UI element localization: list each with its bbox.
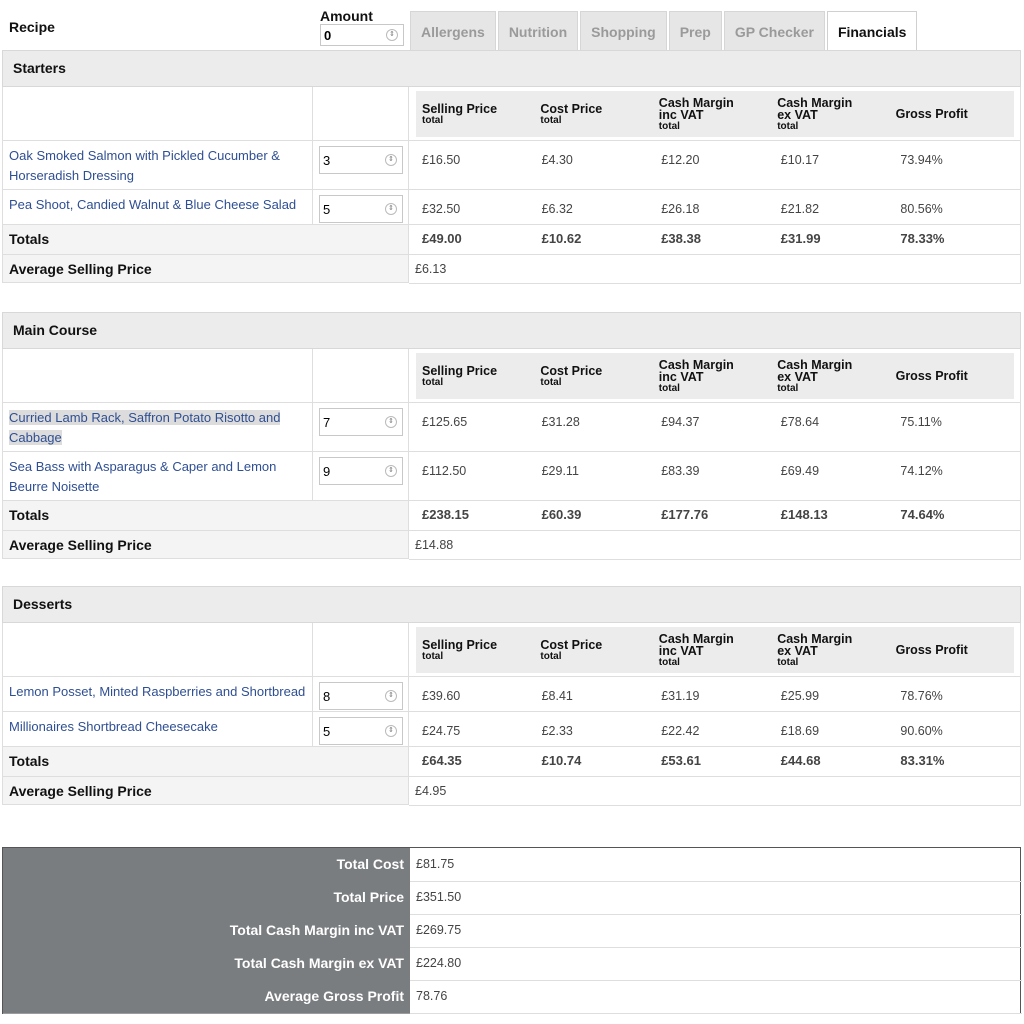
recipe-financials (409, 141, 1021, 190)
section-grid (2, 349, 1021, 560)
summary-row-total-cost (3, 848, 1020, 881)
header-blank-qty (313, 87, 409, 141)
column-header-sublabel: total (777, 382, 799, 394)
column-header-sublabel: total (422, 650, 444, 662)
column-header-label: Cost Price (540, 637, 603, 652)
column-header-cost-price (540, 365, 658, 388)
amount-input[interactable] (320, 24, 404, 46)
section-grid (2, 87, 1021, 284)
recipe-name[interactable]: Pea Shoot, Candied Walnut & Blue Cheese Salad (9, 197, 297, 212)
value-selling-price: £32.50 (422, 202, 461, 216)
section-grid (2, 623, 1021, 806)
column-header-label: Gross Profit (895, 643, 968, 657)
header-blank-recipe (2, 349, 313, 403)
column-header-cash-margin-inc-vat (659, 97, 777, 132)
column-header-label: Cost Price (540, 101, 603, 116)
summary-label: Total Cost (3, 848, 410, 882)
value-cost-price: £2.33 (541, 724, 573, 738)
recipe-link[interactable] (2, 677, 313, 712)
column-header-strip (416, 627, 1014, 673)
recipe-link[interactable] (2, 403, 313, 452)
column-header-sublabel: total (658, 656, 680, 668)
recipe-link[interactable] (2, 712, 313, 747)
recipe-name[interactable]: Oak Smoked Salmon with Pickled Cucumber & Horseradish Dressing (9, 148, 280, 183)
quantity-value[interactable]: 8 (323, 688, 331, 704)
summary-value: £269.75 (410, 914, 1022, 948)
summary-label: Average Gross Profit (3, 980, 410, 1014)
tab-gp-checker[interactable]: GP Checker (724, 11, 825, 51)
recipe-name[interactable]: Sea Bass with Asparagus & Caper and Lemon Beurre Noisette (9, 459, 277, 494)
recipe-financials (409, 712, 1021, 747)
summary-row-total-price (3, 881, 1020, 914)
column-header-label: Cash Margin ex VAT (777, 357, 853, 384)
summary-value: £81.75 (410, 848, 1022, 882)
value-selling-price: £24.75 (422, 724, 461, 738)
spinner-icon[interactable]: ⇕ (385, 465, 397, 477)
section-desserts (2, 586, 1021, 806)
total-cash-margin-inc-vat: £53.61 (661, 753, 701, 768)
quantity-value[interactable]: 9 (323, 463, 331, 479)
total-cash-margin-ex-vat: £31.99 (780, 231, 821, 246)
value-gross-profit: 78.76% (900, 689, 943, 703)
section-title: Desserts (2, 586, 1021, 623)
column-header-gross-profit (896, 644, 1014, 656)
quantity-cell (313, 190, 409, 225)
totals-values (409, 225, 1021, 255)
column-header-label: Gross Profit (895, 107, 968, 121)
header-blank-recipe (2, 87, 313, 141)
average-selling-price-value: £6.13 (409, 255, 1021, 284)
total-selling-price: £64.35 (422, 753, 462, 768)
recipe-name[interactable]: Lemon Posset, Minted Raspberries and Shortbread (9, 684, 306, 699)
summary-value: 78.76 (410, 980, 1022, 1014)
summary-label: Total Price (3, 881, 410, 915)
column-header-gross-profit (896, 370, 1014, 382)
section-title: Starters (2, 50, 1021, 87)
total-cost-price: £10.74 (541, 753, 582, 768)
quantity-input[interactable] (319, 195, 403, 223)
column-header-sublabel: total (540, 650, 562, 662)
value-cash-margin-ex-vat: £10.17 (780, 153, 820, 167)
column-header-label: Cash Margin ex VAT (777, 95, 853, 122)
value-cost-price: £29.11 (541, 464, 579, 478)
total-selling-price: £49.00 (422, 231, 462, 246)
value-gross-profit: 80.56% (900, 202, 943, 216)
value-selling-price: £39.60 (422, 689, 461, 703)
spinner-icon[interactable]: ⇕ (385, 416, 397, 428)
value-gross-profit: 75.11% (900, 415, 942, 429)
total-cash-margin-ex-vat: £148.13 (780, 507, 828, 522)
recipe-financials (409, 677, 1021, 712)
recipe-link[interactable] (2, 141, 313, 190)
column-header-cash-margin-inc-vat (659, 359, 777, 394)
quantity-cell (313, 452, 409, 501)
column-header-gross-profit (896, 108, 1014, 120)
quantity-cell (313, 677, 409, 712)
section-title: Main Course (2, 312, 1021, 349)
average-selling-price-label: Average Selling Price (2, 531, 409, 559)
column-header-sublabel: total (777, 656, 799, 668)
total-gross-profit: 83.31% (900, 753, 945, 768)
summary-row-margin-inc-vat (3, 914, 1020, 947)
column-header-label: Cash Margin inc VAT (658, 631, 734, 658)
value-cash-margin-ex-vat: £69.49 (780, 464, 820, 478)
recipe-name[interactable]: Curried Lamb Rack, Saffron Potato Risotto and Cabbage (9, 410, 281, 445)
spinner-icon[interactable]: ⇕ (385, 690, 397, 702)
average-selling-price-value: £4.95 (409, 777, 1021, 806)
total-cash-margin-ex-vat: £44.68 (780, 753, 821, 768)
column-header-sublabel: total (658, 382, 680, 394)
tab-nutrition[interactable]: Nutrition (498, 11, 578, 51)
summary-label: Total Cash Margin inc VAT (3, 914, 410, 948)
value-gross-profit: 90.60% (900, 724, 943, 738)
summary-value: £224.80 (410, 947, 1022, 981)
quantity-value[interactable]: 7 (323, 414, 331, 430)
quantity-input[interactable] (319, 682, 403, 710)
financial-summary (2, 847, 1021, 1014)
total-cash-margin-inc-vat: £177.76 (661, 507, 709, 522)
column-header-cost-price (540, 103, 658, 126)
value-gross-profit: 73.94% (900, 153, 943, 167)
value-selling-price: £112.50 (422, 464, 467, 478)
totals-values (409, 501, 1021, 531)
value-selling-price: £125.65 (422, 415, 468, 429)
section-main-course (2, 312, 1021, 560)
column-header-selling-price (422, 639, 540, 662)
quantity-input[interactable] (319, 457, 403, 485)
header-blank-qty (313, 349, 409, 403)
column-header-cost-price (540, 639, 658, 662)
quantity-input[interactable] (319, 408, 403, 436)
column-header-label: Cash Margin ex VAT (777, 631, 853, 658)
quantity-value[interactable]: 5 (323, 723, 331, 739)
value-cash-margin-ex-vat: £18.69 (780, 724, 820, 738)
quantity-cell (313, 712, 409, 747)
header-blank-recipe (2, 623, 313, 677)
value-gross-profit: 74.12% (900, 464, 943, 478)
tab-prep[interactable]: Prep (669, 11, 722, 51)
column-header-selling-price (422, 103, 540, 126)
summary-label: Total Cash Margin ex VAT (3, 947, 410, 981)
tab-financials[interactable]: Financials (827, 11, 917, 51)
tab-shopping[interactable]: Shopping (580, 11, 667, 51)
recipe-financials (409, 452, 1021, 501)
recipe-link[interactable] (2, 452, 313, 501)
amount-value[interactable]: 0 (324, 27, 332, 43)
column-header-cash-margin-ex-vat (777, 633, 895, 668)
column-header-sublabel: total (540, 114, 562, 126)
column-header-label: Cost Price (540, 363, 603, 378)
value-cash-margin-ex-vat: £21.82 (780, 202, 820, 216)
quantity-value[interactable]: 5 (323, 201, 331, 217)
total-gross-profit: 78.33% (900, 231, 945, 246)
quantity-cell (313, 403, 409, 452)
value-cash-margin-inc-vat: £31.19 (661, 689, 700, 703)
value-cost-price: £6.32 (541, 202, 573, 216)
column-header-label: Gross Profit (895, 369, 968, 383)
value-selling-price: £16.50 (422, 153, 461, 167)
value-cash-margin-inc-vat: £22.42 (661, 724, 700, 738)
summary-row-avg-gross-profit (3, 980, 1020, 1013)
total-cost-price: £60.39 (541, 507, 582, 522)
value-cash-margin-inc-vat: £94.37 (661, 415, 700, 429)
total-cost-price: £10.62 (541, 231, 582, 246)
quantity-cell (313, 141, 409, 190)
summary-value: £351.50 (410, 881, 1022, 915)
average-selling-price-label: Average Selling Price (2, 777, 409, 805)
recipe-column-header: Recipe (9, 19, 55, 35)
header-blank-qty (313, 623, 409, 677)
value-cash-margin-inc-vat: £26.18 (661, 202, 700, 216)
spinner-icon[interactable]: ⇕ (386, 29, 398, 41)
value-cash-margin-inc-vat: £12.20 (661, 153, 700, 167)
value-cash-margin-ex-vat: £78.64 (780, 415, 820, 429)
spinner-icon[interactable]: ⇕ (385, 203, 397, 215)
quantity-value[interactable]: 3 (323, 152, 331, 168)
tab-allergens[interactable]: Allergens (410, 11, 496, 51)
column-header-strip (416, 91, 1014, 137)
amount-label: Amount (320, 8, 373, 24)
column-header-cash-margin-ex-vat (777, 359, 895, 394)
value-cost-price: £4.30 (541, 153, 573, 167)
column-header-label: Selling Price (422, 637, 498, 652)
column-header-label: Selling Price (422, 101, 498, 116)
value-cash-margin-ex-vat: £25.99 (780, 689, 820, 703)
totals-label: Totals (2, 747, 409, 777)
quantity-input[interactable] (319, 717, 403, 745)
total-cash-margin-inc-vat: £38.38 (661, 231, 701, 246)
average-selling-price-value: £14.88 (409, 531, 1021, 560)
average-selling-price-label: Average Selling Price (2, 255, 409, 283)
column-headers (409, 623, 1021, 677)
column-header-label: Selling Price (422, 363, 498, 378)
column-header-label: Cash Margin inc VAT (658, 357, 734, 384)
column-header-sublabel: total (658, 120, 680, 132)
column-header-selling-price (422, 365, 540, 388)
totals-values (409, 747, 1021, 777)
column-header-sublabel: total (540, 376, 562, 388)
column-header-cash-margin-inc-vat (659, 633, 777, 668)
value-cost-price: £31.28 (541, 415, 580, 429)
column-headers (409, 87, 1021, 141)
column-headers (409, 349, 1021, 403)
total-selling-price: £238.15 (422, 507, 469, 522)
total-gross-profit: 74.64% (900, 507, 945, 522)
totals-label: Totals (2, 225, 409, 255)
column-header-sublabel: total (777, 120, 799, 132)
totals-label: Totals (2, 501, 409, 531)
column-header-sublabel: total (422, 376, 444, 388)
recipe-financials (409, 403, 1021, 452)
spinner-icon[interactable]: ⇕ (385, 725, 397, 737)
recipe-link[interactable] (2, 190, 313, 225)
recipe-name[interactable]: Millionaires Shortbread Cheesecake (9, 719, 218, 734)
column-header-cash-margin-ex-vat (777, 97, 895, 132)
tab-bar (410, 11, 919, 51)
value-cost-price: £8.41 (541, 689, 573, 703)
value-cash-margin-inc-vat: £83.39 (661, 464, 700, 478)
summary-row-margin-ex-vat (3, 947, 1020, 980)
quantity-input[interactable] (319, 146, 403, 174)
column-header-sublabel: total (422, 114, 444, 126)
recipe-financials (409, 190, 1021, 225)
column-header-strip (416, 353, 1014, 399)
section-starters (2, 50, 1021, 284)
spinner-icon[interactable]: ⇕ (385, 154, 397, 166)
column-header-label: Cash Margin inc VAT (658, 95, 734, 122)
